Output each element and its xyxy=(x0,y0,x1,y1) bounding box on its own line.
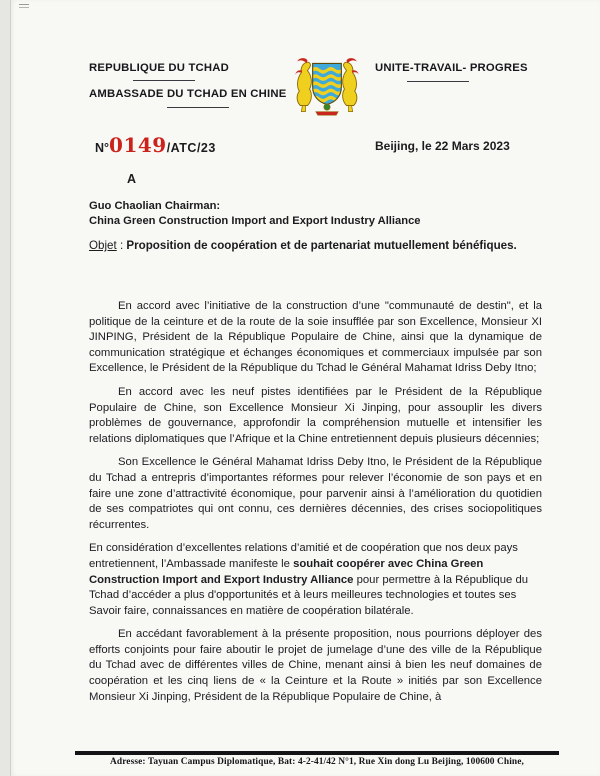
chad-coat-of-arms xyxy=(287,56,367,121)
reference-line xyxy=(95,133,555,157)
cooperation-text-post: pour permettre à la République du Tchad d’accéder a plus d'opportunités et à leurs meilleures technologies et toutes ses Savoir faire, connaissances en matière de coopération bilatérale. xyxy=(89,573,529,617)
divider-rule xyxy=(167,107,229,108)
divider-rule xyxy=(133,80,195,81)
recipient-name: Guo Chaolian Chairman: xyxy=(89,200,221,212)
ref-suffix: /ATC/23 xyxy=(166,141,216,155)
embassy-name: AMBASSADE DU TCHAD EN CHINE xyxy=(89,88,287,100)
country-name: REPUBLIQUE DU TCHAD xyxy=(89,62,229,74)
salutation: A xyxy=(127,172,137,186)
subject-line xyxy=(89,238,541,254)
paragraph-nine-tracks: En accord avec les neuf pistes identifiées par le Président de la République Populaire de Chine, son Excellence Monsieur Xi Jinping, pour assouplir les divers problèmes de gouvernance, approfondir la compréhension mutuelle et intensifier les relations diplomatiques que l’Afrique et la Chine entretiennent depuis plusieurs décennies; xyxy=(89,385,542,445)
ref-number: 0149 xyxy=(109,133,167,157)
letterhead-right xyxy=(375,62,528,82)
scanned-letter-page xyxy=(10,0,600,776)
paragraph-reforms: Son Excellence le Général Mahamat Idriss Deby Itno, le Président de la République du Tchad a entrepris d’importantes réformes pour relever l’économie de son pays et en faire une zone d’attractivité économique, pour parvenir ainsi à l’amélioration du quotidien de ses compatriotes qui ont connu, ces dernières décennies, des crises sociopolitiques récurrentes. xyxy=(89,456,542,531)
staple-mark xyxy=(19,4,29,8)
subject-separator: : xyxy=(116,239,127,252)
recipient-block xyxy=(89,199,421,228)
recipient-organization: China Green Construction Import and Export Industry Alliance xyxy=(89,214,421,227)
subject-text: Proposition de coopération et de partenariat mutuellement bénéfiques. xyxy=(126,239,517,252)
national-motto: UNITE-TRAVAIL- PROGRES xyxy=(375,62,528,74)
footer-rule xyxy=(75,751,559,755)
cooperation-text-bold: souhait coopérer avec China Green Construction Import and Export Industry Alliance xyxy=(89,557,484,586)
letter-body xyxy=(89,299,542,713)
letterhead-left xyxy=(89,62,286,108)
ref-prefix: N° xyxy=(95,141,110,155)
subject-label: Objet xyxy=(89,239,117,252)
cooperation-text-pre: En considération d’excellentes relations d’amitié et de coopération que nos deux pays entretiennent, l’Ambassade manifeste le xyxy=(89,542,518,570)
paragraph-initiative: En accord avec l’initiative de la construction d’une "communauté de destin", et la politique de la ceinture et de la route de la soie insufflée par son Excellence, Monsieur XI JINPING, Président de la République Populaire de Chine, ainsi que la dynamique de communication stratégique et échanges économiques et commerciaux impulsée par son Excellence, le Président de la République du Tchad le Général Mahamat Idriss Deby Itno; xyxy=(89,300,542,375)
paragraph-cooperation xyxy=(89,541,542,619)
divider-rule xyxy=(407,81,469,82)
paragraph-twinning: En accédant favorablement à la présente proposition, nous pourrions déployer des efforts conjoints pour faire aboutir le projet de jumelage d’une des ville de la République du Tchad avec de différentes villes de Chine, menant ainsi à bien les neuf domaines de coopération et les cinq liens de « la Ceinture et la Route » initiés par son Excellence Monsieur Xi Jinping, Président de la République Populaire de Chine, à xyxy=(89,628,542,703)
footer-address: Adresse: Tayuan Campus Diplomatique, Bat: 4-2-41/42 N°1, Rue Xin dong Lu Beijing, 100600 Chine, xyxy=(110,757,524,767)
dateline: Beijing, le 22 Mars 2023 xyxy=(375,139,510,153)
